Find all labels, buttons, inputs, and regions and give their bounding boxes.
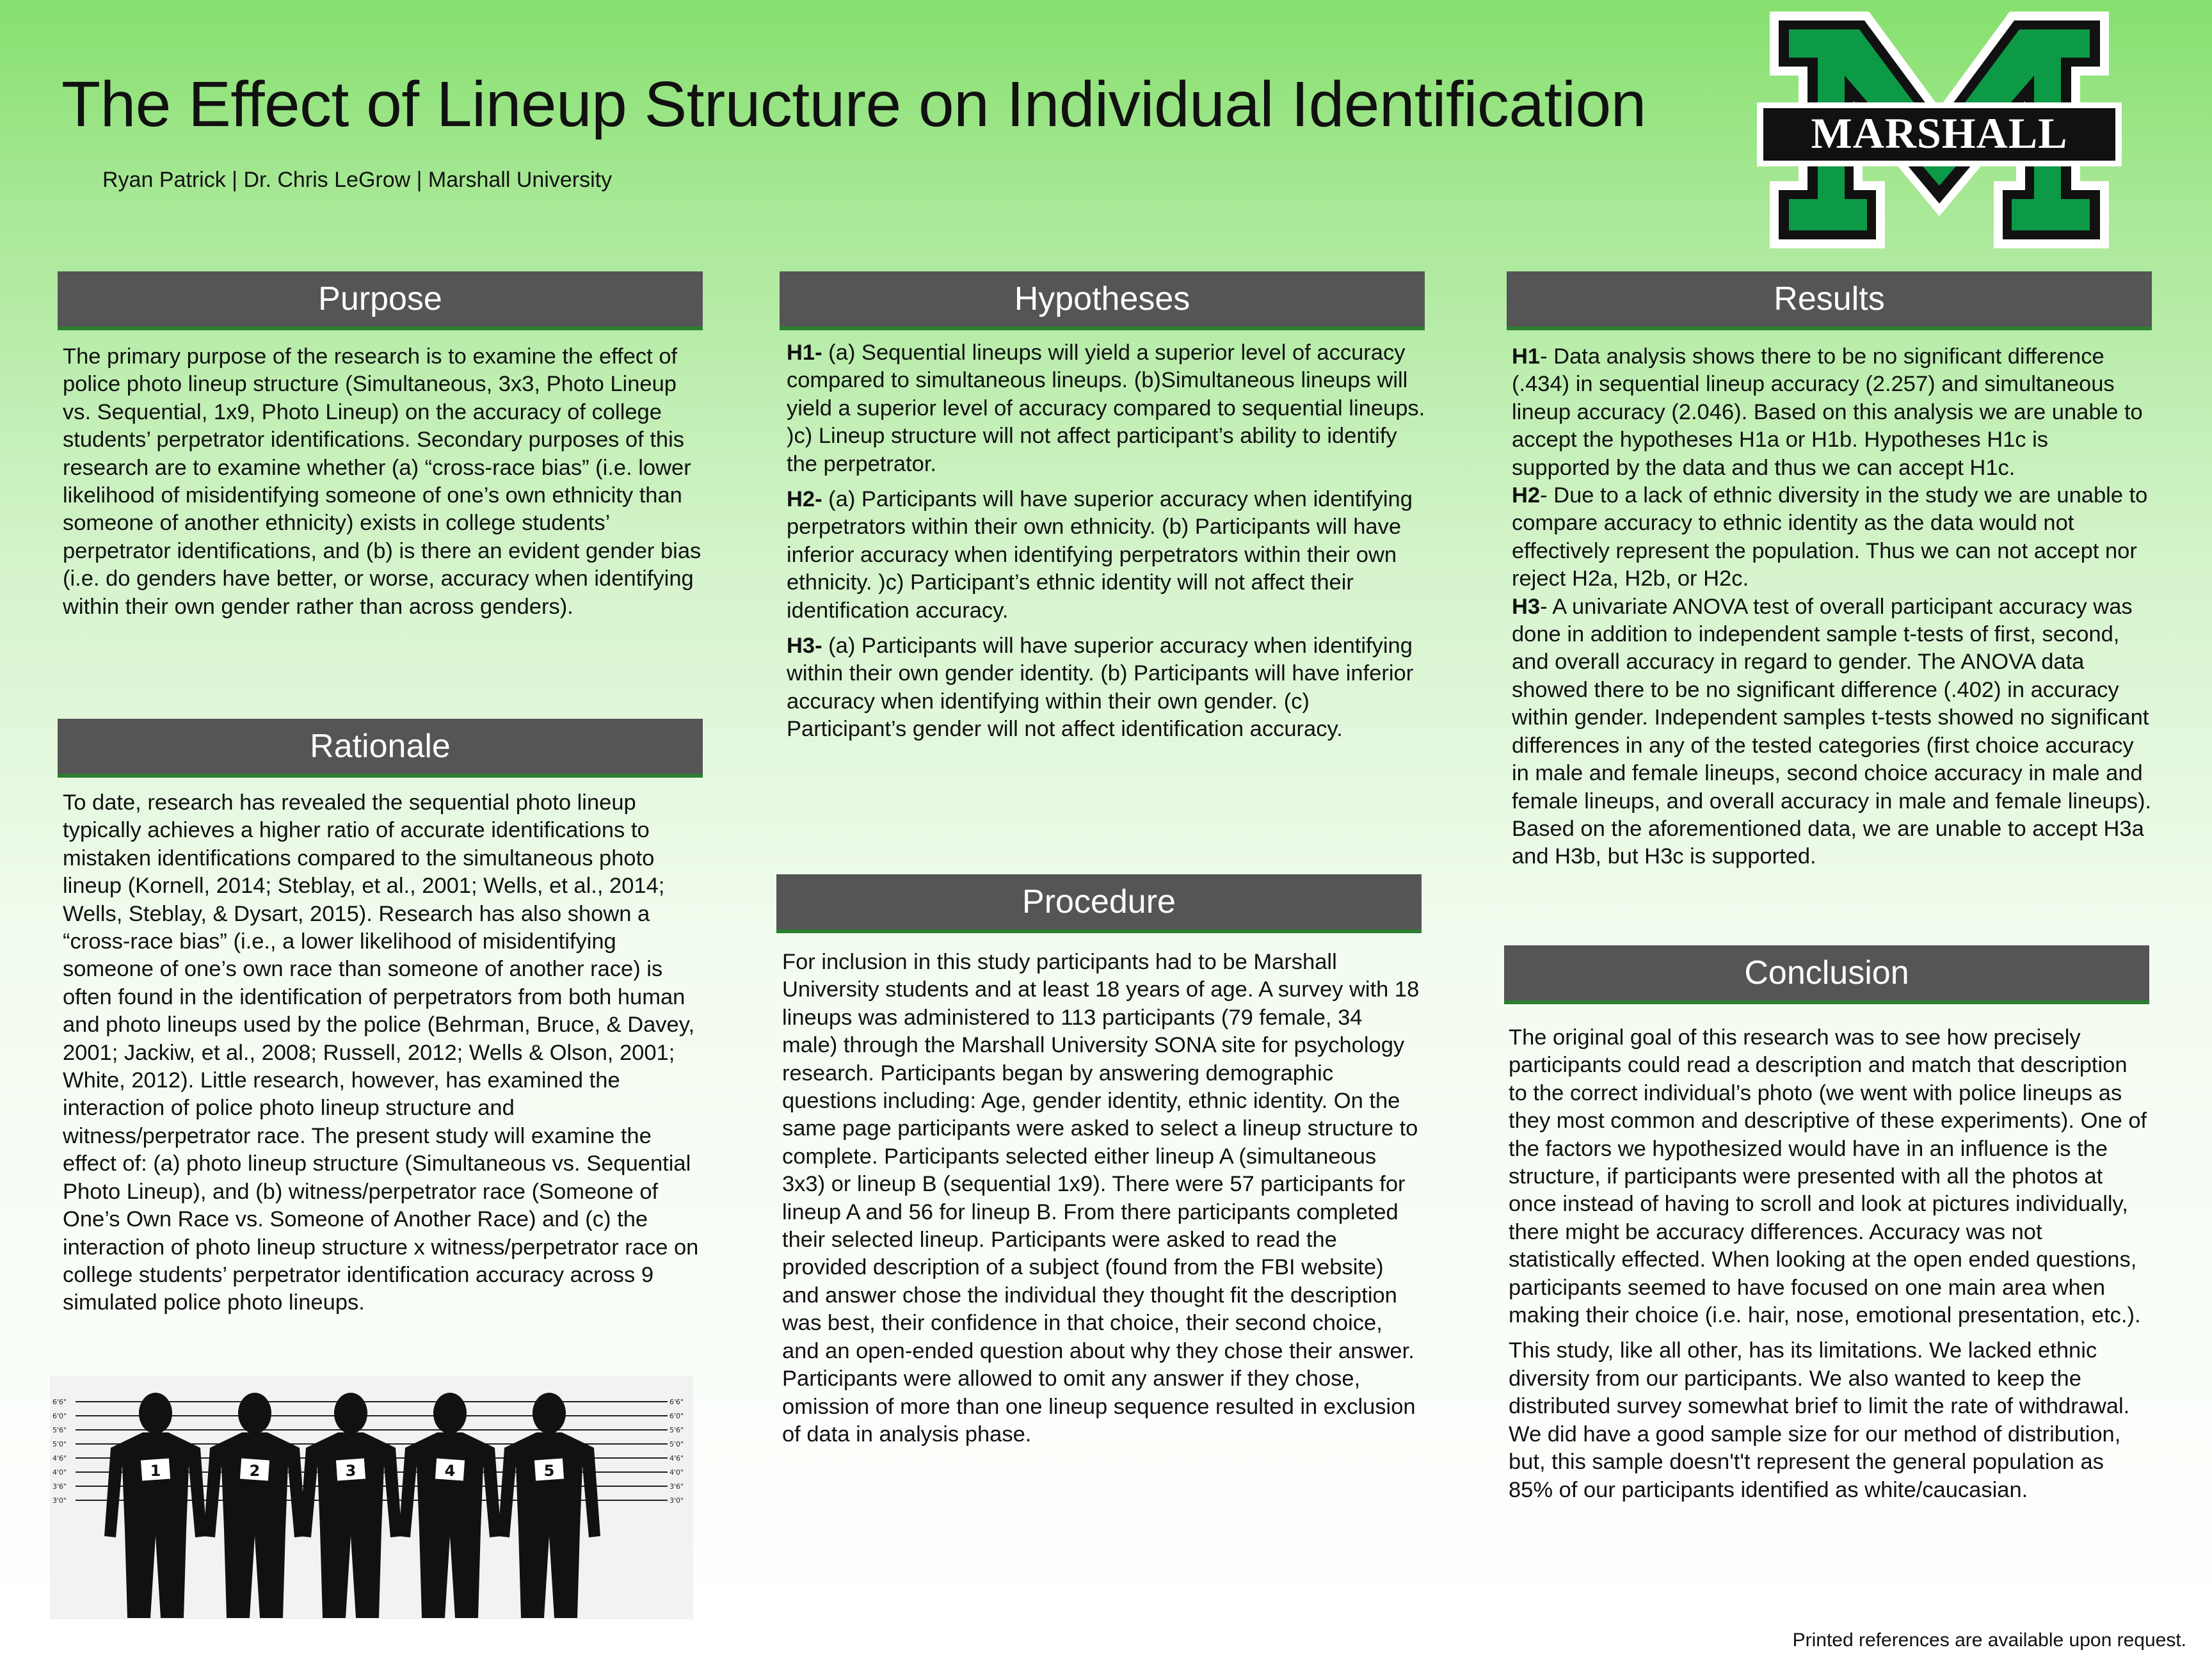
conclusion-text xyxy=(1509,1024,2149,1512)
references-note: Printed references are available upon request. xyxy=(1792,1630,2186,1651)
suspect-number: 4 xyxy=(444,1462,456,1480)
height-label: 5'6" xyxy=(52,1426,67,1434)
suspect-number: 2 xyxy=(249,1462,260,1480)
hypothesis-label: H3- xyxy=(787,634,822,659)
logo-text: MARSHALL xyxy=(1811,109,2068,157)
procedure-heading: Procedure xyxy=(776,874,1422,933)
suspect-number: 5 xyxy=(543,1462,555,1480)
suspect-number: 3 xyxy=(345,1462,357,1480)
hypothesis-body: (a) Participants will have superior accuracy when identifying within their own gender identity. (b) Participants will have inferior accuracy when identifying within their own gender. (c) Participant’s gender will not affect identification accuracy. xyxy=(787,634,1414,742)
height-label: 4'0" xyxy=(52,1468,67,1477)
marshall-logo xyxy=(1757,12,2122,248)
lineup-image xyxy=(50,1376,693,1619)
hypotheses-heading: Hypotheses xyxy=(780,271,1425,330)
height-label: 5'6" xyxy=(669,1426,684,1434)
conclusion-paragraph: The original goal of this research was to see how precisely participants could read a description and match that description to the correct individual’s photo (we went with police lineups as they most common and descriptive of these experiments). One of the factors we hypothesized would have in an influence is the structure, if participants were presented with all the photos at once instead of having to scroll and look at pictures individually, there might be accuracy differences. Accuracy was not statistically effected. When looking at the open ended questions, participants seemed to have focused on one main area when making their choice (i.e. hair, nose, emotional presentation, etc.). xyxy=(1509,1025,2147,1328)
result-label: H2 xyxy=(1512,483,1541,508)
rationale-text xyxy=(63,789,703,1317)
hypothesis-label: H2- xyxy=(787,487,822,512)
procedure-text xyxy=(782,949,1422,1448)
purpose-text xyxy=(63,343,703,621)
conclusion-paragraph: This study, like all other, has its limitations. We lacked ethnic diversity from our participants. We also wanted to keep the distributed survey somewhat brief to limit the rate of withdrawal. We did have a good sample size for our method of distribution, but, this sample doesn't't represent the general population as 85% of our participants identified as white/caucasian. xyxy=(1509,1338,2130,1502)
purpose-heading: Purpose xyxy=(58,271,703,330)
hypothesis-label: H1- xyxy=(787,341,822,365)
hypothesis-h2 xyxy=(787,486,1427,625)
height-label: 4'6" xyxy=(52,1454,67,1463)
height-label: 3'0" xyxy=(52,1496,67,1505)
rationale-paragraph: To date, research has revealed the sequential photo lineup typically achieves a higher ratio of accurate identifications to mistaken identifications compared to the simultaneous photo lineup (Kornell, 2014; Steblay, et al., 2001; Wells, et al., 2014; Wells, Steblay, & Dysart, 2015). Research has also shown a “cross-race bias” (i.e., a lower likelihood of misidentifying someone of one’s own race than someone of another race) is often found in the identification of perpetrators from both human and photo lineups used by the police (Behrman, Bruce, & Davey, 2001; Jackiw, et al., 2008; Russell, 2012; Wells & Olson, 2001; White, 2012). Little research, however, has examined the interaction of police photo lineup structure and witness/perpetrator race. The present study will examine the effect of: (a) photo lineup structure (Simultaneous vs. Sequential Photo Lineup), and (b) witness/perpetrator race (Someone of One’s Own Race vs. Someone of Another Race) and (c) the interaction of photo lineup structure x witness/perpetrator race on college students’ perpetrator identification accuracy across 9 simulated police photo lineups. xyxy=(63,790,699,1315)
result-label: H3 xyxy=(1512,594,1541,619)
height-label: 3'6" xyxy=(669,1482,684,1491)
suspect-number: 1 xyxy=(150,1462,161,1480)
height-label: 3'6" xyxy=(52,1482,67,1491)
conclusion-heading: Conclusion xyxy=(1504,945,2149,1004)
results-heading: Results xyxy=(1507,271,2152,330)
height-label: 6'6" xyxy=(669,1398,684,1406)
hypothesis-body: (a) Participants will have superior accuracy when identifying perpetrators within their own ethnicity. (b) Participants will have inferior accuracy when identifying perpetrators within their own ethnicity. )c) Participant’s ethnic identity will not affect their identification accuracy. xyxy=(787,487,1413,623)
height-label: 3'0" xyxy=(669,1496,684,1505)
result-body: - Data analysis shows there to be no significant difference (.434) in sequential lineup accuracy (2.257) and simultaneous lineup accuracy (2.046). Based on this analysis we are unable to accept the hypotheses H1a or H1b. Hypotheses H1c is supported by the data and thus we can accept H1c. xyxy=(1512,344,2143,480)
height-label: 6'0" xyxy=(669,1412,684,1420)
height-label: 6'6" xyxy=(52,1398,67,1406)
result-h3 xyxy=(1512,593,2152,871)
procedure-paragraph: For inclusion in this study participants had to be Marshall University students and at least 18 years of age. A survey with 18 lineups was administered to 113 participants (79 female, 34 male) through the Marshall University SONA site for psychology research. Participants began by answering demographic questions including: Age, gender identity, ethnic identity. On the same page participants were asked to select a lineup structure to complete. Participants selected either lineup A (simultaneous 3x3) or lineup B (sequential 1x9). There were 57 participants for lineup A and 56 for lineup B. From there participants completed their selected lineup. Participants were asked to read the provided description of a subject (found from the FBI website) and answer chose the individual they thought fit the description was best, their confidence in that choice, their second choice, and an open-ended question about why they chose their answer. Participants were allowed to omit any answer if they chose, omission of more than one lineup sequence resulted in exclusion of data in analysis phase. xyxy=(782,950,1420,1447)
result-body: - Due to a lack of ethnic diversity in the study we are unable to compare accuracy to ethnic identity as the data would not effectively represent the population. Thus we can not accept nor reject H2a, H2b, or H2c. xyxy=(1512,483,2148,591)
result-label: H1 xyxy=(1512,344,1541,369)
hypothesis-h1 xyxy=(787,339,1427,478)
rationale-heading: Rationale xyxy=(58,719,703,778)
hypothesis-body: (a) Sequential lineups will yield a superior level of accuracy compared to simultaneous lineups. (b)Simultaneous lineups will yield a superior level of accuracy compared to sequential lineups. )c) Lineup structure will not affect participant’s ability to identify the perpetrator. xyxy=(787,341,1425,476)
poster-title: The Effect of Lineup Structure on Individual Identification xyxy=(61,68,1646,140)
result-body: - A univariate ANOVA test of overall participant accuracy was done in addition to independent sample t-tests of first, second, and overall accuracy in regard to gender. The ANOVA data showed there to be no significant difference (.402) in accuracy within gender. Independent samples t-tests showed no significant differences in any of the tested categories (first choice accuracy in male and female lineups, second choice accuracy in male and female lineups, and overall accuracy in male and female lineups). Based on the aforementioned data, we are unable to accept H3a and H3b, but H3c is supported. xyxy=(1512,594,2152,869)
height-label: 5'0" xyxy=(52,1440,67,1448)
result-h1 xyxy=(1512,343,2152,482)
results-text xyxy=(1512,343,2152,871)
authors: Ryan Patrick | Dr. Chris LeGrow | Marshall University xyxy=(102,168,613,192)
height-label: 4'6" xyxy=(669,1454,684,1463)
result-h2 xyxy=(1512,482,2152,593)
hypothesis-h3 xyxy=(787,632,1427,744)
purpose-paragraph: The primary purpose of the research is to examine the effect of police photo lineup structure (Simultaneous, 3x3, Photo Lineup vs. Sequential, 1x9, Photo Lineup) on the accuracy of college students’ perpetrator identifications. Secondary purposes of this research are to examine whether (a) “cross-race bias” (i.e. lower likelihood of misidentifying someone of one’s own ethnicity than someone of another ethnicity) exists in college students’ perpetrator identifications, and (b) is there an evident gender bias (i.e. do genders have better, or worse, accuracy when identifying within their own gender rather than across genders). xyxy=(63,344,701,619)
height-label: 5'0" xyxy=(669,1440,684,1448)
height-label: 6'0" xyxy=(52,1412,67,1420)
height-label: 4'0" xyxy=(669,1468,684,1477)
hypotheses-text xyxy=(787,339,1427,751)
